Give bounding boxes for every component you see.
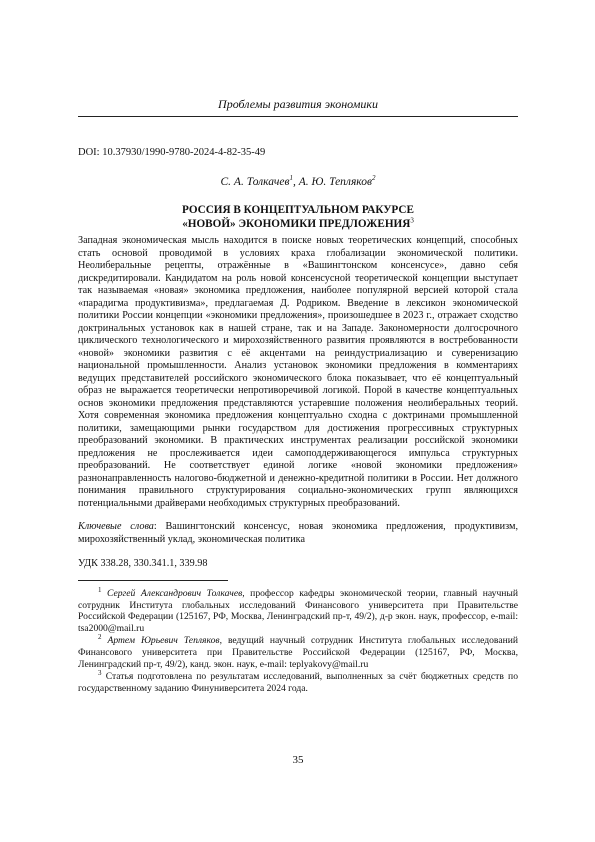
footnote-3: [78, 668, 518, 694]
author-2: А. Ю. Тепляков: [298, 176, 372, 188]
keywords: [78, 521, 518, 546]
footnote-2-author-name: Артем Юрьевич Тепляков: [107, 635, 220, 647]
footnote-3-text: Статья подготовлена по результатам исследований, выполненных за счёт бюджетных средств по государственному заданию Финуниверситета 2024 года.: [78, 671, 518, 694]
article-title: [78, 203, 518, 231]
author-1-footnote-mark: 1: [289, 174, 293, 183]
keywords-colon: :: [153, 521, 166, 532]
header-rule: [78, 116, 518, 117]
title-line-2: «НОВОЙ» ЭКОНОМИКИ ПРЕДЛОЖЕНИЯ: [182, 218, 411, 230]
abstract: [78, 235, 518, 510]
footnote-1-text: , профессор кафедры экономической теории, главный научный сотрудник Института глобальных исследований Финансового университета при Правительстве Российской Федерации (125167, РФ, Москва, Ленинградский пр-т, 49/2), д-р экон. наук, профессор, e-mail: tsa2000@mail.ru: [78, 588, 518, 634]
footnote-3-number: 3: [98, 668, 102, 677]
author-2-footnote-mark: 2: [371, 174, 376, 183]
abstract-text: Западная экономическая мысль находится в поиске новых теоретических концепций, способных стать основой проводимой в условиях краха глобализации экономической политики. Неолиберальные рецепты, отражённые в «Вашингтонском консенсусе», давно себя дискредитировали. Кандидатом на роль новой консенсусной теоретической концепции выступает так называемая «новая» экономика предложения, наиболее популярной версией которой стала «парадигма продуктивизма», предлагаемая Д. Родриком. Введение в лексикон экономической политики России концепции «экономики предложения», произошедшее в 2023 г., отражает сходство доктринальных установок как в нашей стране, так и на Западе. Закономерности долгосрочного циклического технологического и мирохозяйственного развития проявляются в востребованности «новой» экономики развития с её акцентами на реиндустриализацию и суверенизацию национальной промышленности. Анализ установок экономики предложения в комментариях ведущих представителей российского экономического блока показывает, что её концептуальный образ не выражается теоретически непротиворечивой логикой. Порой в качестве концептуальных основ экономики предложения представляются устаревшие положения неолиберальных теорий. Хотя современная экономика предложения концептуально сходна с доктринами промышленной политики, замещающими рынки государством для достижения прогрессивных структурных преобразований экономики. В практических инструментах реализации российской экономики предложения не прослеживается идеи самоподдерживающегося импульса структурных преобразований. Не соответствует единой логике «новой экономики предложения» разнонаправленность налогово-бюджетной и денежно-кредитной политики в России. Нет должного понимания правильного структурирования социально-экономических групп являющихся потенциальными драйверами необходимых структурных преобразований.: [78, 235, 518, 509]
footnotes: [78, 585, 518, 695]
title-line-1: РОССИЯ В КОНЦЕПТУАЛЬНОМ РАКУРСЕ: [182, 204, 414, 216]
author-1: С. А. Толкачев: [220, 176, 290, 188]
doi: DOI: 10.37930/1990-9780-2024-4-82-35-49: [78, 147, 266, 158]
footnote-2-text: , ведущий научный сотрудник Института глобальных исследований Финансового университета при Правительстве Российской Федерации (125167, РФ, Москва, Ленинградский пр-т, 49/2), канд. экон. наук, e-mail: teplyakovy@mail.ru: [78, 635, 518, 670]
keywords-label: Ключевые слова: [78, 521, 154, 532]
udc-codes: УДК 338.28, 330.341.1, 339.98: [78, 558, 208, 569]
footnote-1-author-name: Сергей Александрович Толкачев: [107, 588, 243, 599]
footnote-1-number: 1: [98, 585, 102, 594]
keywords-text: Вашингтонский консенсус, новая экономика предложения, продуктивизм, мирохозяйственный уклад, экономическая политика: [78, 521, 518, 545]
footnote-2: [78, 635, 518, 670]
footnote-1: [78, 585, 518, 634]
footnote-rule: [78, 580, 228, 581]
title-footnote-mark: 3: [410, 216, 414, 225]
author-separator: ,: [292, 176, 299, 188]
running-head: Проблемы развития экономики: [218, 97, 378, 111]
page-number: 35: [292, 754, 304, 766]
footnote-2-number: 2: [98, 633, 102, 642]
author-line: [78, 176, 518, 188]
